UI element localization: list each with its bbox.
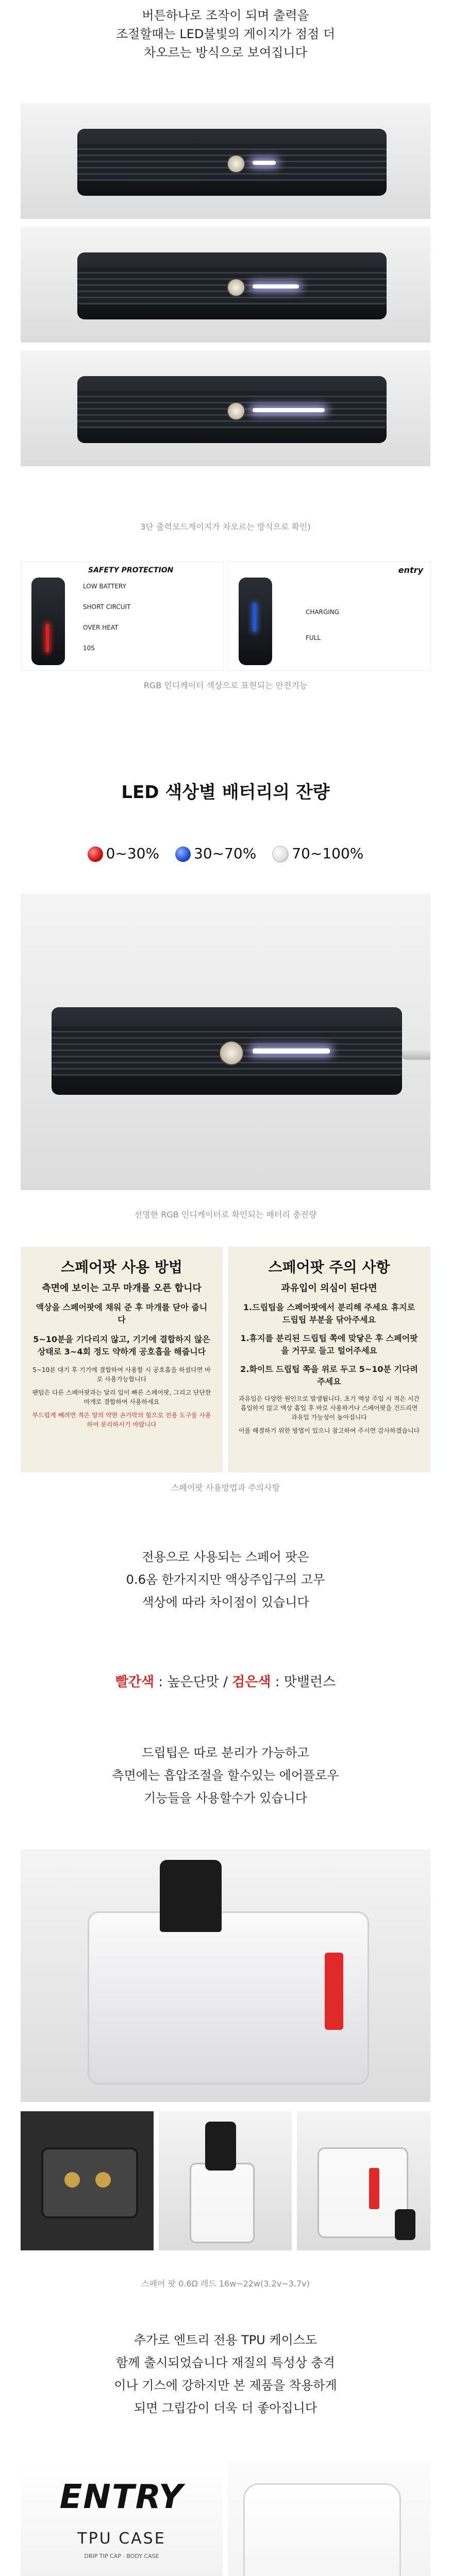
safety-label: LOW BATTERY: [83, 583, 126, 590]
led-gauge: [253, 284, 299, 289]
safety-label: 10S: [83, 645, 95, 652]
caution-note: 이를 해결하기 위한 방법이 있으니 참고하여 주시면 감사하겠습니다: [238, 1427, 420, 1434]
drip-info-text: [0, 1741, 451, 1809]
safety-title: SAFETY PROTECTION: [88, 566, 174, 574]
caution-subtitle: 과유입이 의심이 된다면: [281, 1283, 377, 1294]
legend-label: 70~100%: [292, 845, 364, 862]
battery-title: LED 색상별 배터리의 잔량: [121, 782, 330, 803]
black-label: 검은색: [232, 1674, 271, 1690]
safety-label: CHARGING: [306, 608, 340, 616]
drip-line: 드립팁은 따로 분리가 가능하고: [142, 1745, 309, 1760]
red-desc: : 높은단맛 /: [154, 1674, 232, 1690]
caution-note: 과유입은 다양한 원인으로 발생됩니다. 초기 액상 주입 시 적은 시간 흡입하지 않고 액상 흡입 후 바로 사용하거나 스페어팟을 건드리면 과유입 가능성이 높아집니다: [238, 1395, 420, 1421]
legend-item-blue: [175, 845, 256, 862]
case-line: 이나 기스에 강하지만 본 제품을 착용하게: [114, 2378, 337, 2393]
pod-info-line: 색상에 따라 차이점이 있습니다: [142, 1595, 309, 1609]
legend-item-white: [272, 845, 363, 862]
intro-line: 차오르는 방식으로 보여집니다: [144, 45, 307, 60]
safety-panel-left: [21, 562, 224, 671]
case-tagline: TPU CASE: [77, 2530, 166, 2548]
safety-label: OVER HEAT: [83, 624, 119, 631]
white-case: [243, 2483, 401, 2576]
red-dot-icon: [88, 846, 103, 862]
indicator-photo: [21, 894, 430, 1190]
fire-button: [219, 1041, 244, 1065]
drip-line: 기능들을 사용할수가 있습니다: [144, 1791, 307, 1805]
usage-warning: 부드럽게 빼려면 적은 양의 약한 손가락의 힘으로 전용 도구를 사용하여 분리하시기 바랍니다: [32, 1412, 211, 1428]
pod-photo-main: [21, 1850, 430, 2102]
caution-step: 1.휴지를 분리된 드립팁 쪽에 맞닿은 후 스페어팟을 거꾸로 들고 털어주세요: [240, 1333, 418, 1355]
gauge-caption: 3단 출력모드게이지가 차오르는 방식으로 확인): [140, 522, 311, 532]
caution-step: 2.화이트 드립팁 쪽을 위로 두고 5~10분 기다려주세요: [240, 1364, 418, 1386]
usage-step: 5~10분을 기다리지 않고, 기기에 결합하지 않은 상태로 3~4회 정도 약하게 공호흡을 해줍니다: [33, 1334, 210, 1357]
led-gauge: [253, 161, 276, 165]
fire-button: [227, 278, 245, 297]
led-gauge: [253, 408, 325, 412]
legend-label: 0~30%: [106, 845, 160, 862]
white-led: [253, 1048, 330, 1054]
red-rubber: [325, 1953, 343, 2030]
pod-photo-side: [159, 2111, 292, 2250]
warnings-caption: 스페어팟 사용방법과 주의사항: [171, 1483, 280, 1493]
case-photo: [228, 2463, 430, 2576]
blue-indicator: [253, 603, 256, 632]
white-dot-icon: [272, 846, 289, 862]
indicator-caption: 선명한 RGB 인디케이터로 확인되는 배터리 충전량: [134, 1210, 317, 1219]
black-desc: : 맛밸런스: [271, 1674, 336, 1690]
caution-step: 1.드립팁을 스페어팟에서 분리해 주세요 휴지로 드립팁 부분을 닦아주세요: [243, 1302, 415, 1325]
battery-legend: [0, 845, 451, 862]
case-brand: ENTRY: [59, 2478, 184, 2516]
case-line: 함께 출시되었습니다 재질의 특성상 충격: [116, 2355, 335, 2370]
usage-title: 스페어팟 사용 방법: [61, 1259, 182, 1276]
red-label: 빨간색: [115, 1674, 155, 1690]
usage-note: 5~10분 대기 후 기기에 결합하여 사용할 시 공호흡을 하셨다면 바로 사용가능합니다: [32, 1366, 211, 1383]
caution-title: 스페어팟 주의 사항: [268, 1259, 390, 1276]
brand-logo: entry: [398, 565, 423, 575]
pod-info-text: [0, 1546, 451, 1614]
pod-info-line: 전용으로 사용되는 스페어 팟은: [142, 1550, 309, 1564]
gauge-photo-1: [21, 103, 430, 219]
blue-dot-icon: [175, 846, 191, 862]
case-poster: [21, 2463, 223, 2576]
case-info-text: [0, 2329, 451, 2419]
usage-note: 팬텀은 다른 스페어팟과는 달리 입이 빠른 스페어팟, 그리고 단단한 마개로 결합하여 사용하세요: [32, 1389, 211, 1405]
pod-caption: 스페어 팟 0.6Ω 레드 16w~22w(3.2v~3.7v): [141, 2279, 310, 2289]
gauge-photo-2: [21, 227, 430, 343]
rubber-color-text: [0, 1672, 451, 1692]
pod-info-line: 0.6옴 한가지지만 액상주입구의 고무: [126, 1572, 325, 1587]
spare-usage-panel: [21, 1247, 223, 1472]
legend-label: 30~70%: [194, 845, 257, 862]
legend-item-red: [88, 845, 160, 862]
case-line: 추가로 엔트리 전용 TPU 케이스도: [133, 2333, 318, 2347]
usb-cable: [402, 1048, 430, 1060]
drip-tip: [160, 1860, 222, 1932]
safety-label: FULL: [306, 634, 321, 641]
pod-photo-bottom: [21, 2111, 154, 2250]
intro-text: [0, 6, 451, 62]
red-indicator: [46, 624, 49, 652]
fire-button: [227, 402, 245, 420]
case-line: 되면 그립감이 더욱 더 좋아집니다: [133, 2401, 318, 2415]
pod-photo-drip: [297, 2111, 430, 2250]
usage-step: 액상을 스페어팟에 채워 준 후 마개를 닫아 줍니다: [36, 1302, 208, 1325]
spare-caution-panel: [228, 1247, 430, 1472]
fire-button: [227, 155, 245, 173]
intro-line: 버튼하나로 조작이 되며 출력을: [142, 8, 309, 23]
usage-subtitle: 측면에 보이는 고무 마개를 오픈 합니다: [42, 1283, 202, 1294]
drip-line: 측면에는 흡압조절을 할수있는 에어플로우: [112, 1768, 339, 1783]
rgb-caption: RGB 인디케이터 색상으로 표현되는 안전기능: [143, 681, 308, 690]
safety-label: SHORT CIRCUIT: [83, 603, 131, 611]
gauge-photo-3: [21, 350, 430, 466]
safety-panel-right: [228, 562, 431, 671]
case-sub: DRIP TIP CAP · BODY CASE: [84, 2553, 159, 2560]
intro-line: 조절할때는 LED불빛의 게이지가 점점 더: [115, 27, 336, 41]
